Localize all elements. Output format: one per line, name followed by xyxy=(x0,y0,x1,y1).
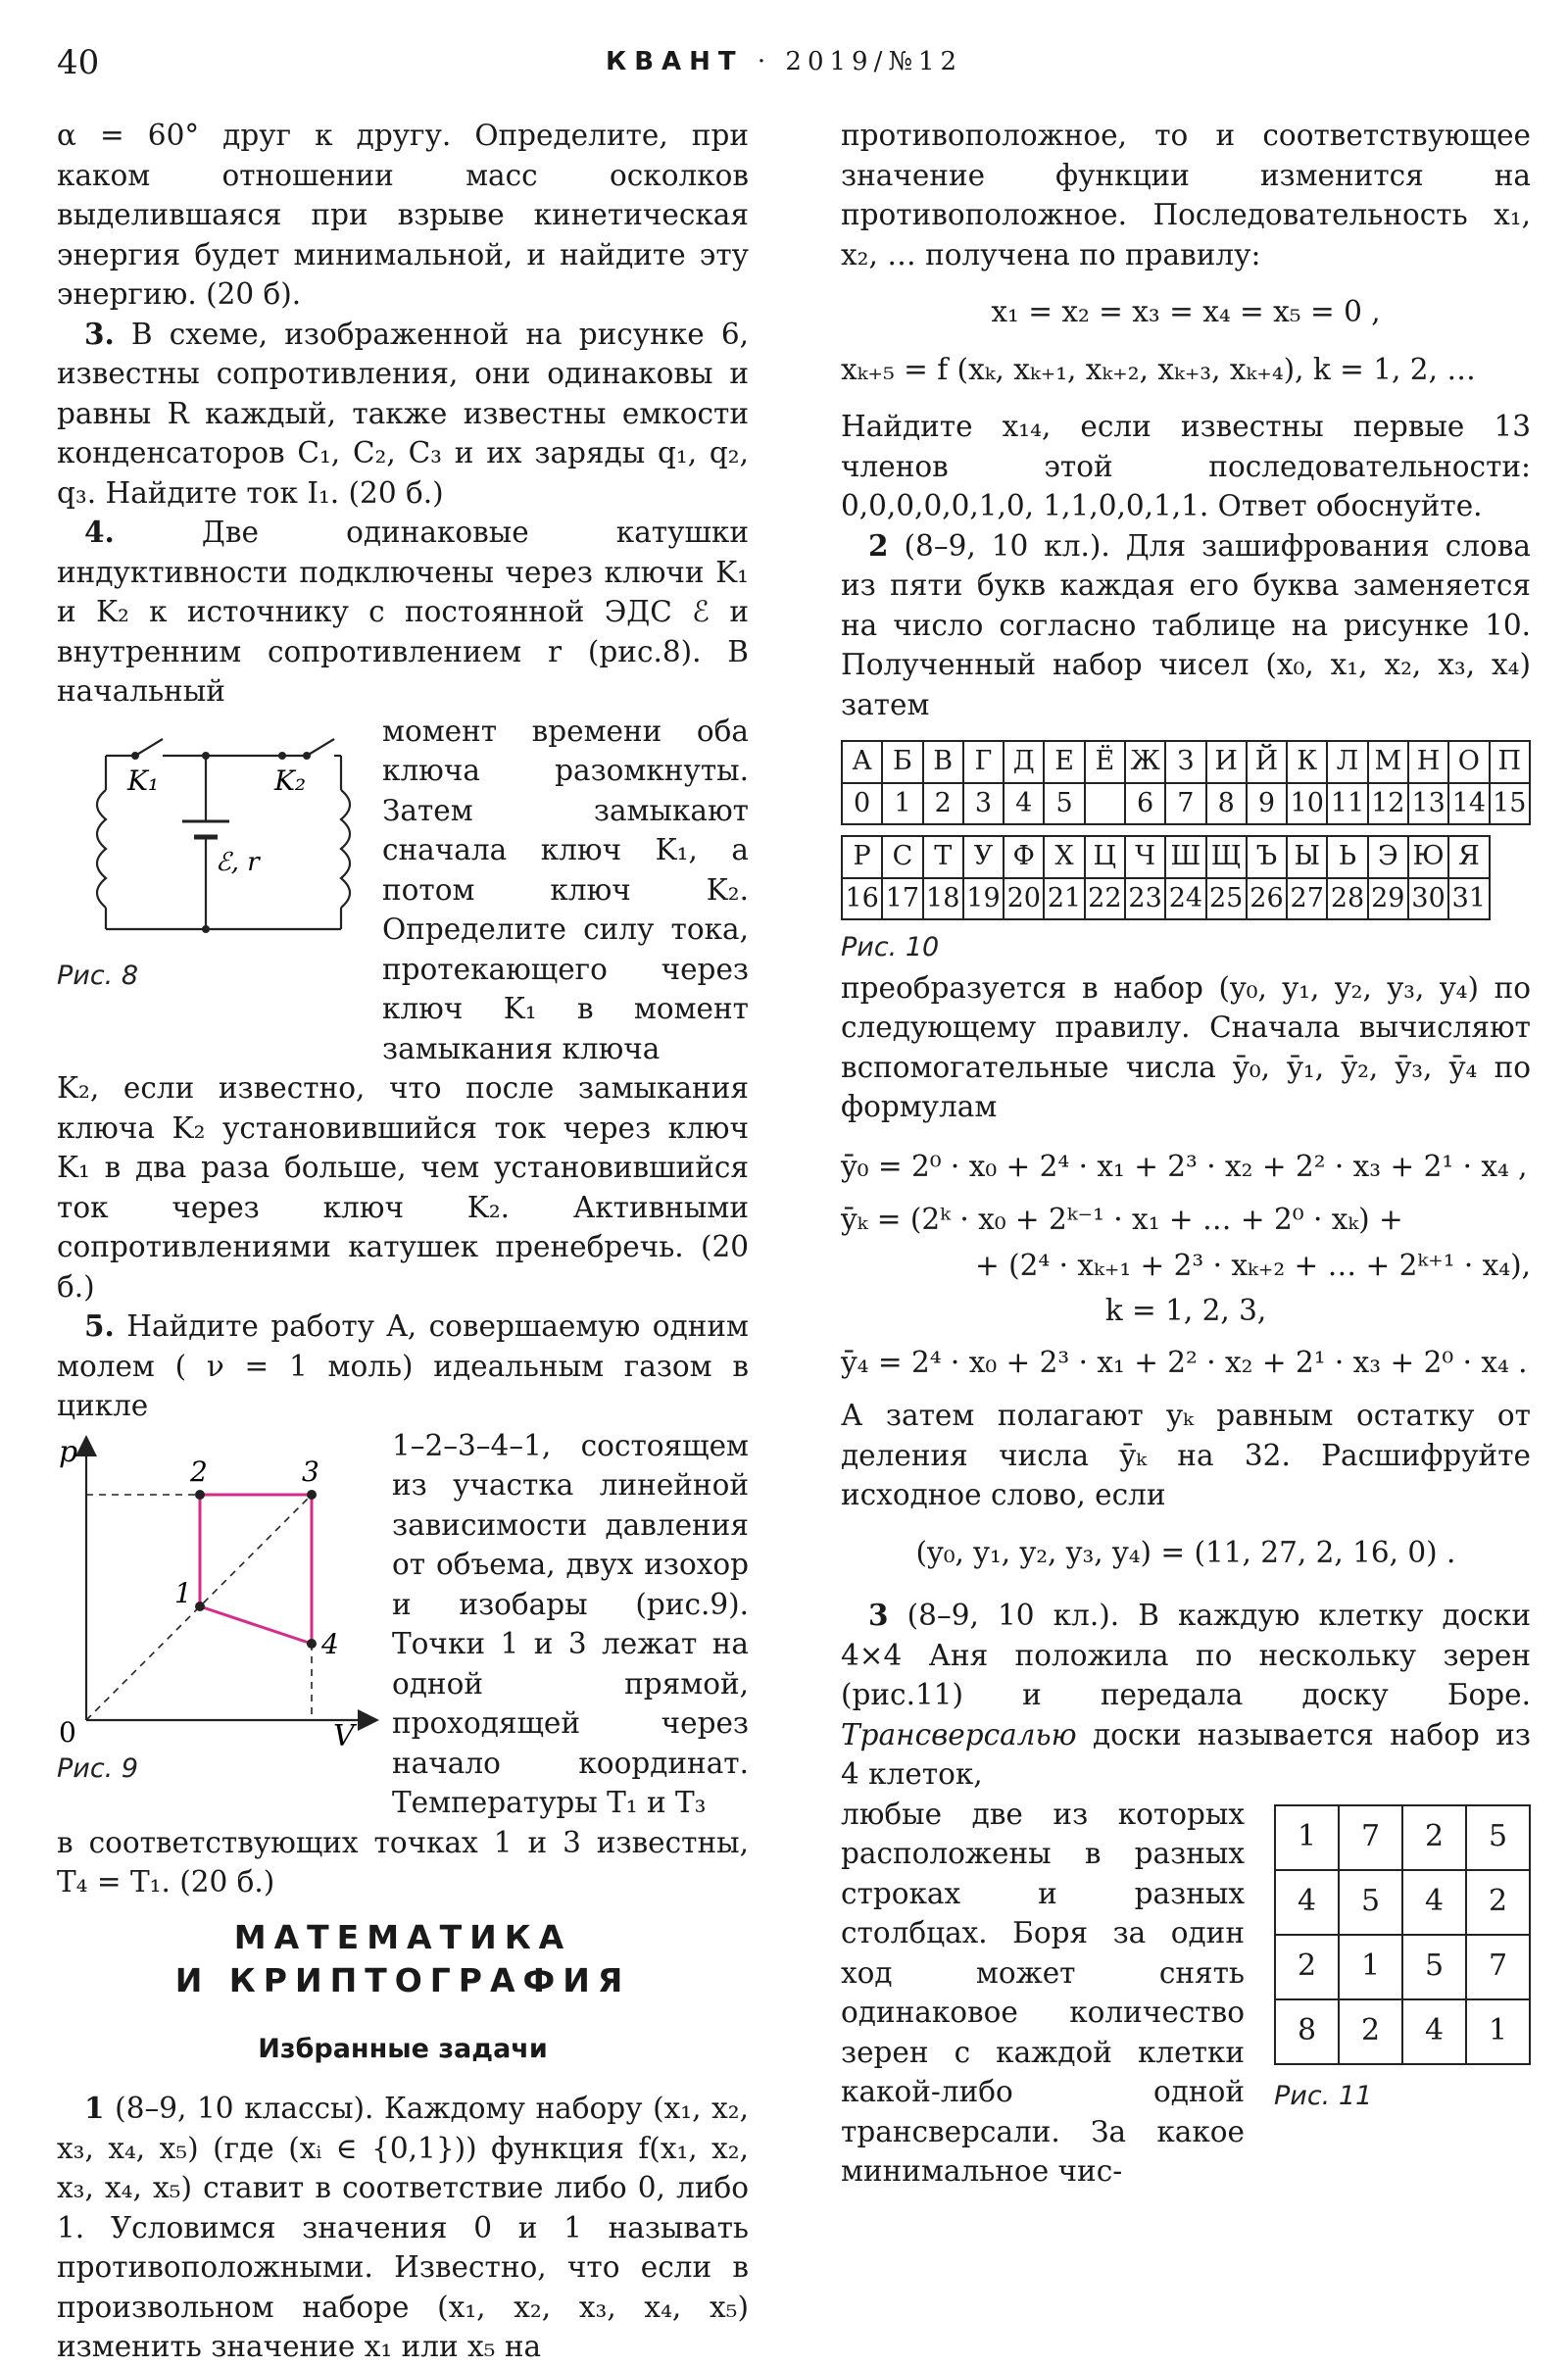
table-cell: Х xyxy=(1044,836,1084,878)
journal-name: КВАНТ xyxy=(605,47,744,76)
node xyxy=(278,752,286,760)
board-cell: 4 xyxy=(1275,1870,1339,1935)
italic-term: Трансверсалью xyxy=(841,1717,1077,1751)
table-cell: 4 xyxy=(1004,783,1044,825)
table-cell: 16 xyxy=(842,878,882,920)
label-emf: ℰ, r xyxy=(216,847,260,877)
node xyxy=(202,925,210,933)
paragraph: противоположное, то и соответствующее значение функции изменится на противоположное. Последовательность x₁, x₂, … получена по правилу: xyxy=(841,119,1531,271)
equation: xₖ₊₅ = f (xₖ, xₖ₊₁, xₖ₊₂, xₖ₊₃, xₖ₊₄), k = 1, 2, … xyxy=(841,352,1476,386)
circuit-diagram xyxy=(57,712,368,947)
math-problem-2 xyxy=(841,526,1531,725)
board-cell: 1 xyxy=(1339,1935,1402,1999)
math-problem-1 xyxy=(57,2089,749,2367)
problem-text: доски называется набор из 4 клеток, xyxy=(841,1717,1531,1791)
table-cell: 10 xyxy=(1287,783,1327,825)
table-cell: 8 xyxy=(1206,783,1247,825)
formula: + (2⁴ · xₖ₊₁ + 2³ · xₖ₊₂ + … + 2ᵏ⁺¹ · x₄), xyxy=(975,1248,1531,1282)
left-column xyxy=(57,116,749,2367)
origin-label: 0 xyxy=(59,1715,76,1749)
table-cell: 26 xyxy=(1247,878,1287,920)
table-cell: 29 xyxy=(1368,878,1408,920)
table-cell: Т xyxy=(923,836,963,878)
table-cell: 31 xyxy=(1448,878,1489,920)
math-problem-3 xyxy=(841,1596,1531,1795)
table-cell: Ш xyxy=(1165,836,1205,878)
paragraph: в соответствующих точках 1 и 3 известны, T₄ = T₁. (20 б.) xyxy=(57,1825,749,1899)
switch-k1-blade xyxy=(135,739,163,756)
equation: (y₀, y₁, y₂, y₃, y₄) = (11, 27, 2, 16, 0) . xyxy=(915,1535,1456,1569)
point-label-4: 4 xyxy=(321,1627,339,1660)
axis-label-v: V xyxy=(333,1718,355,1750)
figure-9 xyxy=(57,1426,380,1785)
problem-3 xyxy=(57,315,749,514)
table-cell: 5 xyxy=(1044,783,1084,825)
board-cell: 2 xyxy=(1466,1870,1530,1935)
board-cell: 2 xyxy=(1339,1999,1402,2064)
table-cell: Е xyxy=(1044,741,1084,783)
table-cell: Ч xyxy=(1125,836,1165,878)
table-cell: 25 xyxy=(1206,878,1247,920)
equation: x₁ = x₂ = x₃ = x₄ = x₅ = 0 , xyxy=(991,295,1381,328)
table-cell: Я xyxy=(1448,836,1489,878)
board-row xyxy=(1275,1999,1530,2064)
problem-5 xyxy=(57,1307,749,1426)
section-title-2: И КРИПТОГРАФИЯ xyxy=(174,1960,631,1999)
problem-number: 4. xyxy=(84,515,115,549)
issue-number: · 2019/№12 xyxy=(757,47,963,76)
table-cell: 21 xyxy=(1044,878,1084,920)
axis-label-p: p xyxy=(59,1434,78,1469)
paragraph: Найдите x₁₄, если известны первые 13 членов этой последовательности: 0,0,0,0,0,1,0, 1,1,0,0,1,1. Ответ обоснуйте. xyxy=(841,410,1531,522)
board-cell: 5 xyxy=(1466,1805,1530,1870)
table-cell: С xyxy=(882,836,922,878)
paragraph: любые две из которых расположены в разных строках и разных столбцах. Боря за один ход может снять одинаковое количество зерен с каждой клетки какой-либо одной трансверсали. За какое минимальное чис- xyxy=(841,1797,1245,2188)
paragraph: момент времени оба ключа разомкнуты. Затем замыкают сначала ключ K₁, а потом ключ K₂. Определите силу тока, протекающего через ключ K₁ в момент замыкания ключа xyxy=(382,714,749,1065)
problem-text: Найдите работу A, совершаемую одним молем ( ν = 1 моль) идеальным газом в цикле xyxy=(57,1309,749,1422)
problem-text: (8–9, 10 кл.). В каждую клетку доски 4×4 Аня положила по нескольку зерен (рис.11) и передала доску Боре. xyxy=(841,1599,1531,1711)
running-head xyxy=(57,47,1511,76)
point-label-3: 3 xyxy=(302,1455,319,1488)
paragraph: А затем полагают yₖ равным остатку от деления числа ȳₖ на 32. Расшифруйте исходное слово, если xyxy=(841,1399,1531,1511)
table-cell: 3 xyxy=(963,783,1004,825)
table-cell: Ю xyxy=(1408,836,1448,878)
board-cell: 2 xyxy=(1402,1805,1466,1870)
table-cell: Э xyxy=(1368,836,1408,878)
table-cell: 12 xyxy=(1368,783,1408,825)
table-cell: 2 xyxy=(923,783,963,825)
figure-11-wrap xyxy=(841,1795,1531,2192)
board-cell: 7 xyxy=(1339,1805,1402,1870)
problem-number: 2 xyxy=(868,527,889,563)
node xyxy=(202,752,210,760)
problem-number: 1 xyxy=(84,2091,105,2125)
table-cell: У xyxy=(963,836,1004,878)
table-cell: 28 xyxy=(1327,878,1367,920)
number-row xyxy=(842,783,1530,825)
figure-9-wrap xyxy=(57,1426,749,1823)
board-cell: 4 xyxy=(1402,1870,1466,1935)
point-label-2: 2 xyxy=(190,1455,208,1488)
table-cell: 17 xyxy=(882,878,922,920)
table-cell: Ц xyxy=(1085,836,1125,878)
pv-diagram xyxy=(57,1426,380,1750)
table-cell: 30 xyxy=(1408,878,1448,920)
label-k2: K₂ xyxy=(274,764,307,797)
point-4 xyxy=(307,1639,317,1649)
formula: ȳ₄ = 2⁴ · x₀ + 2³ · x₁ + 2² · x₂ + 2¹ · x₃ + 2⁰ · x₄ . xyxy=(841,1345,1528,1379)
inductor-right xyxy=(341,790,350,908)
board-cell: 8 xyxy=(1275,1999,1339,2064)
node xyxy=(303,752,311,760)
figure-8 xyxy=(57,712,368,990)
table-cell: Р xyxy=(842,836,882,878)
table-cell: 6 xyxy=(1125,783,1165,825)
paragraph: K₂, если известно, что после замыкания ключа K₂ установившийся ток через ключ K₁ в два раза больше, чем установившийся ток через ключ K₂. Активными сопротивлениями катушек пренебречь. (20 б.) xyxy=(57,1071,749,1304)
table-cell: Д xyxy=(1004,741,1044,783)
table-cell: 13 xyxy=(1408,783,1448,825)
point-2 xyxy=(195,1490,205,1500)
table-cell: М xyxy=(1368,741,1408,783)
board-cell: 2 xyxy=(1275,1935,1339,1999)
table-cell: 15 xyxy=(1490,783,1531,825)
label-k1: K₁ xyxy=(127,764,160,797)
section-title-1: МАТЕМАТИКА xyxy=(233,1917,572,1956)
problem-text: В схеме, изображенной на рисунке 6, известны сопротивления, они одинаковы и равны R каждый, также известны емкости конденсаторов C₁, C₂, C₃ и их заряды q₁, q₂, q₃. Найдите ток I₁. (20 б.) xyxy=(57,317,749,510)
table-cell: 23 xyxy=(1125,878,1165,920)
page-number: 40 xyxy=(57,43,100,82)
formula: ȳ₀ = 2⁰ · x₀ + 2⁴ · x₁ + 2³ · x₂ + 2² · x₃ + 2¹ · x₄ , xyxy=(841,1149,1528,1183)
problem-number: 5. xyxy=(84,1308,115,1343)
table-cell: 1 xyxy=(882,783,922,825)
table-cell: Ф xyxy=(1004,836,1044,878)
table-cell: 0 xyxy=(842,783,882,825)
figure-11 xyxy=(1274,1795,1531,2192)
table-cell: Й xyxy=(1247,741,1287,783)
figure-9-caption: Рис. 9 xyxy=(57,1752,139,1784)
table-cell xyxy=(1085,783,1125,825)
node xyxy=(131,752,139,760)
table-cell: 24 xyxy=(1165,878,1205,920)
table-cell: 7 xyxy=(1165,783,1205,825)
table-cell: О xyxy=(1448,741,1489,783)
table-cell: Н xyxy=(1408,741,1448,783)
point-3 xyxy=(307,1490,317,1500)
table-cell: А xyxy=(842,741,882,783)
problem-text: (8–9, 10 кл.). Для зашифрования слова из пяти букв каждая его буква заменяется на число согласно таблице на рисунке 10. Полученный набор чисел (x₀, x₁, x₂, x₃, x₄) затем xyxy=(841,528,1531,721)
table-cell: Ж xyxy=(1125,741,1165,783)
table-cell: Ъ xyxy=(1247,836,1287,878)
figure-8-wrap xyxy=(57,712,749,1069)
table-cell: 14 xyxy=(1448,783,1489,825)
formula: k = 1, 2, 3, xyxy=(1104,1294,1267,1327)
table-cell: 11 xyxy=(1327,783,1367,825)
grain-board xyxy=(1274,1804,1531,2065)
point-label-1: 1 xyxy=(174,1576,192,1609)
table-cell: 20 xyxy=(1004,878,1044,920)
board-cell: 1 xyxy=(1275,1805,1339,1870)
problem-text: (8–9, 10 классы). Каждому набору (x₁, x₂, x₃, x₄, x₅) (где (xᵢ ∈ {0,1})) функция f(x₁, x₂, x₃, x₄, x₅) ставит в соответствие либо 0, либо 1. Условимся значения 0 и 1 называть противоположными. Известно, что если в произвольном наборе (x₁, x₂, x₃, x₄, x₅) изменить значение x₁ или x₅ на xyxy=(57,2092,749,2363)
figure-8-caption: Рис. 8 xyxy=(57,960,139,991)
paragraph: α = 60° друг к другу. Определите, при каком отношении масс осколков выделившаяся при взрыве кинетическая энергия будет минимальной, и найдите эту энергию. (20 б). xyxy=(57,119,749,311)
table-cell: Ы xyxy=(1287,836,1327,878)
subsection-title: Избранные задачи xyxy=(258,2033,548,2064)
table-cell: Ь xyxy=(1327,836,1367,878)
board-cell: 5 xyxy=(1339,1870,1402,1935)
letter-row xyxy=(842,836,1530,878)
figure-11-caption: Рис. 11 xyxy=(1274,2080,1373,2111)
board-cell: 1 xyxy=(1466,1999,1530,2064)
point-1 xyxy=(195,1602,205,1611)
board-cell: 5 xyxy=(1402,1935,1466,1999)
table-cell: З xyxy=(1165,741,1205,783)
formula: ȳₖ = (2ᵏ · x₀ + 2ᵏ⁻¹ · x₁ + … + 2⁰ · xₖ) + xyxy=(841,1203,1403,1236)
table-cell: 22 xyxy=(1085,878,1125,920)
table-cell: 27 xyxy=(1287,878,1327,920)
page-header xyxy=(57,43,1511,82)
cipher-table xyxy=(841,740,1531,920)
inductor-left xyxy=(97,790,106,908)
table-cell: Л xyxy=(1327,741,1367,783)
board-row xyxy=(1275,1805,1530,1870)
table-cell: И xyxy=(1206,741,1247,783)
table-cell: 19 xyxy=(963,878,1004,920)
table-cell: 18 xyxy=(923,878,963,920)
table-cell: Щ xyxy=(1206,836,1247,878)
board-cell: 7 xyxy=(1466,1935,1530,1999)
paragraph: 1–2–3–4–1, состоящем из участка линейной зависимости давления от объема, двух изохор и изобары (рис.9). Точки 1 и 3 лежат на одной прямой, проходящей через начало координат. Температуры T₁ и T₃ xyxy=(392,1428,749,1819)
problem-number: 3 xyxy=(868,1598,889,1632)
table-cell: В xyxy=(923,741,963,783)
paragraph: преобразуется в набор (y₀, y₁, y₂, y₃, y₄) по следующему правилу. Сначала вычисляют вспомогательные числа ȳ₀, ȳ₁, ȳ₂, ȳ₃, ȳ₄ по формулам xyxy=(841,970,1531,1123)
table-cell: 9 xyxy=(1247,783,1287,825)
right-column xyxy=(841,116,1531,2192)
problem-4 xyxy=(57,513,749,712)
board-row xyxy=(1275,1870,1530,1935)
figure-10-caption: Рис. 10 xyxy=(841,932,940,962)
number-row xyxy=(842,878,1530,920)
board-cell: 4 xyxy=(1402,1999,1466,2064)
cycle-4-1 xyxy=(200,1606,312,1644)
table-cell: К xyxy=(1287,741,1327,783)
table-cell: Ё xyxy=(1085,741,1125,783)
table-cell: П xyxy=(1490,741,1531,783)
problem-text: Две одинаковые катушки индуктивности подключены через ключи K₁ и K₂ к источнику с постоянной ЭДС ℰ и внутренним сопротивлением r (рис.8). В начальный xyxy=(57,516,749,708)
board-row xyxy=(1275,1935,1530,1999)
letter-row xyxy=(842,741,1530,783)
problem-number: 3. xyxy=(84,316,115,351)
switch-k2-blade xyxy=(307,739,334,756)
table-cell: Г xyxy=(963,741,1004,783)
table-cell: Б xyxy=(882,741,922,783)
